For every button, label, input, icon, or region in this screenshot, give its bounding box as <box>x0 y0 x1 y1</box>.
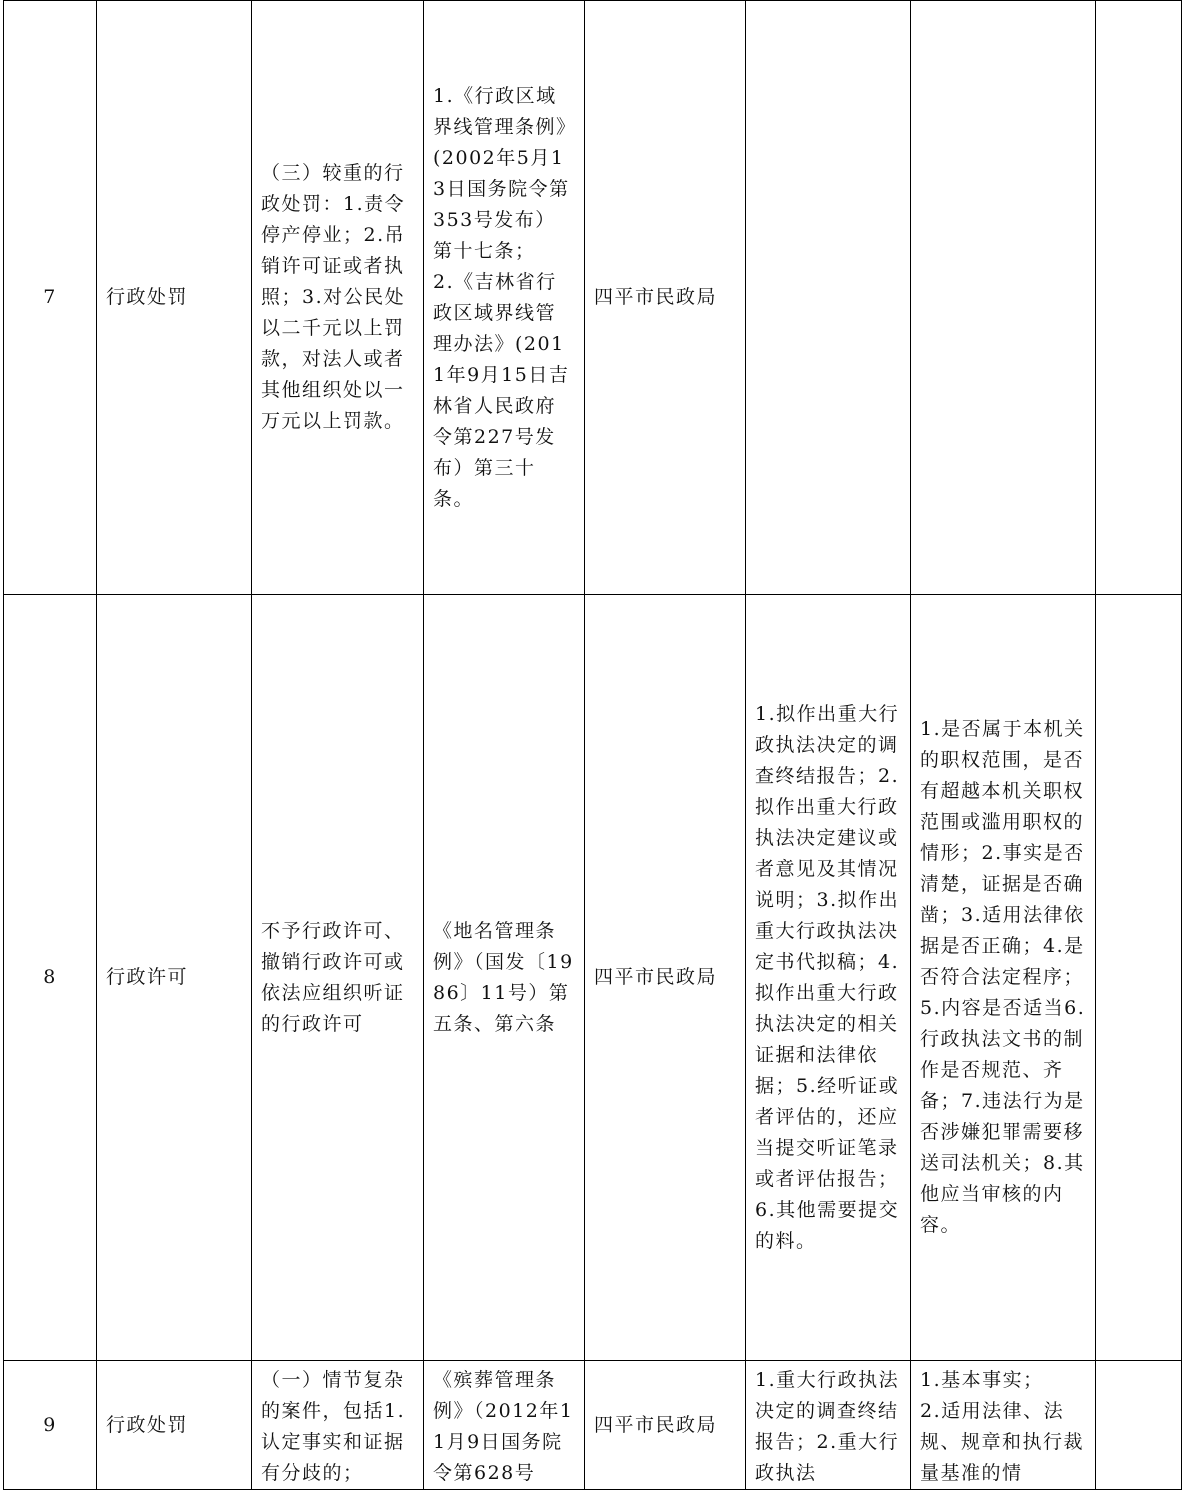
decision-scope-text: （三）较重的行政处罚：1.责令停产停业；2.吊销许可证或者执照；3.对公民处以二千元以上罚款，对法人或者其他组织处以一万元以上罚款。 <box>261 162 406 432</box>
legal-basis-text: 《地名管理条例》（国发〔1986〕11号）第五条、第六条 <box>433 919 574 1035</box>
table-row <box>4 1361 1182 1490</box>
legal-basis <box>424 1 585 595</box>
enforcement-review-table <box>3 0 1182 1490</box>
submitted-materials <box>746 1 911 595</box>
decision-scope-text: （一）情节复杂的案件，包括1.认定事实和证据有分歧的； <box>261 1369 406 1484</box>
responsible-department: 四平市民政局 <box>585 595 746 1361</box>
decision-scope <box>252 595 424 1361</box>
row-number: 9 <box>4 1361 97 1490</box>
table-row <box>4 1 1182 595</box>
legal-basis <box>424 595 585 1361</box>
enforcement-type: 行政处罚 <box>97 1 252 595</box>
decision-scope <box>252 1361 424 1490</box>
table-row <box>4 595 1182 1361</box>
submitted-materials <box>746 1361 911 1490</box>
submitted-materials <box>746 595 911 1361</box>
enforcement-type: 行政许可 <box>97 595 252 1361</box>
submitted-materials-text: 1.重大行政执法决定的调查终结报告；2.重大行政执法 <box>755 1369 900 1484</box>
review-content-text: 1.基本事实； 2.适用法律、法规、规章和执行裁量基准的情 <box>920 1369 1085 1484</box>
enforcement-type: 行政处罚 <box>97 1361 252 1490</box>
decision-scope-text: 不予行政许可、撤销行政许可或依法应组织听证的行政许可 <box>261 919 405 1035</box>
legal-basis-text: 1.《行政区域界线管理条例》(2002年5月13日国务院令第353号发布）第十七条； 2.《吉林省行政区域界线管理办法》(2011年9月15日吉林省人民政府令第227号发布）第三十条。 <box>433 84 570 510</box>
remarks <box>1096 1361 1182 1490</box>
row-number: 8 <box>4 595 97 1361</box>
legal-basis <box>424 1361 585 1490</box>
review-content-text: 1.是否属于本机关的职权范围，是否有超越本机关职权范围或滥用职权的情形；2.事实是否清楚，证据是否确凿；3.适用法律依据是否正确；4.是否符合法定程序；5.内容是否适当6.行政执法文书的制作是否规范、齐备；7.违法行为是否涉嫌犯罪需要移送司法机关；8.其他应当审核的内容。 <box>920 718 1086 1236</box>
decision-scope <box>252 1 424 595</box>
remarks <box>1096 595 1182 1361</box>
review-content <box>911 1 1096 595</box>
submitted-materials-text: 1.拟作出重大行政执法决定的调查终结报告；2.拟作出重大行政执法决定建议或者意见及其情况说明；3.拟作出重大行政执法决定书代拟稿；4.拟作出重大行政执法决定的相关证据和法律依据；5.经听证或者评估的，还应当提交听证笔录或者评估报告；6.其他需要提交的料。 <box>755 702 900 1252</box>
responsible-department: 四平市民政局 <box>585 1361 746 1490</box>
remarks <box>1096 1 1182 595</box>
review-content <box>911 1361 1096 1490</box>
legal-basis-text: 《殡葬管理条例》（2012年11月9日国务院令第628号 <box>433 1369 574 1484</box>
responsible-department: 四平市民政局 <box>585 1 746 595</box>
review-content <box>911 595 1096 1361</box>
row-number: 7 <box>4 1 97 595</box>
